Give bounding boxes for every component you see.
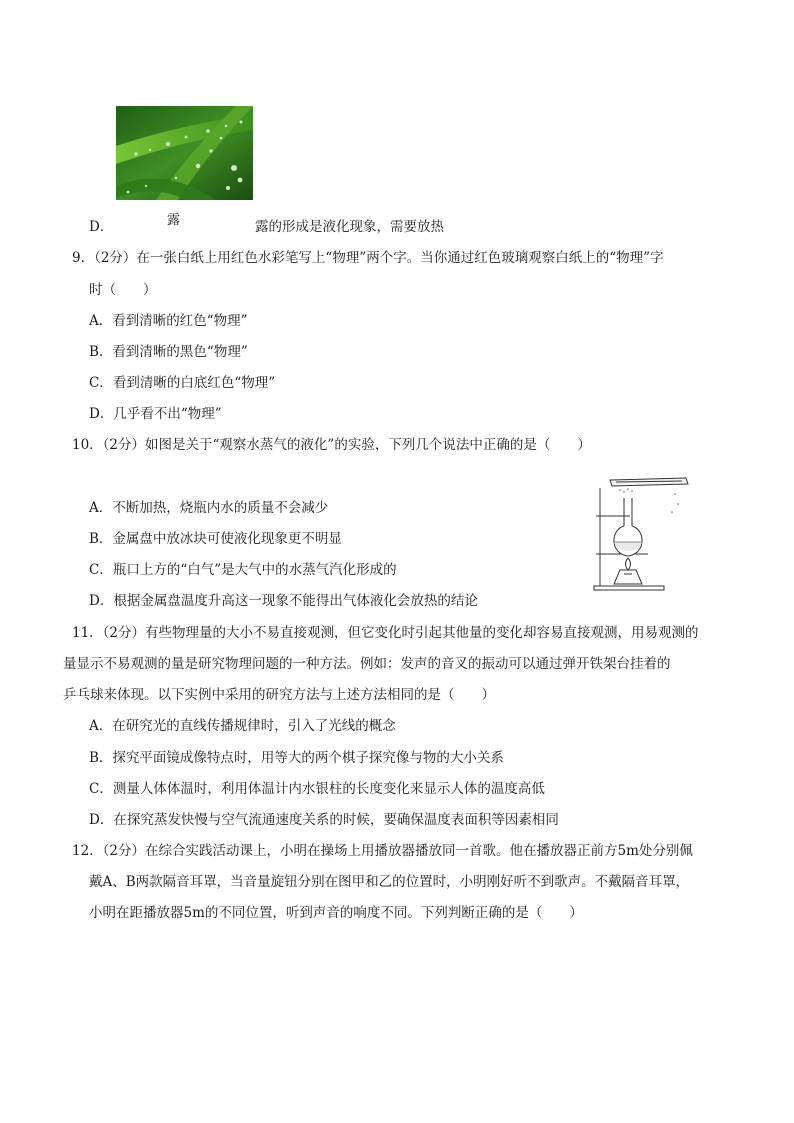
q11-stem-line3: 乒乓球来体现。以下实例中采用的研究方法与上述方法相同的是（ ） <box>63 687 495 703</box>
q9-option-a: A．看到清晰的红色“物理” <box>89 313 248 329</box>
q11-option-d: D．在探究蒸发快慢与空气流通速度关系的时候，要确保温度表面积等因素相同 <box>89 812 559 828</box>
q11-stem-line2: 量显示不易观测的量是研究物理问题的一种方法。例如：发声的音叉的振动可以通过弹开铁架台挂着的 <box>63 656 671 672</box>
liquefaction-apparatus-diagram <box>590 470 690 598</box>
q12-stem-line3: 小明在距播放器5m的不同位置，听到声音的响度不同。下列判断正确的是（ ） <box>89 905 583 921</box>
q10-option-d: D．根据金属盘温度升高这一现象不能得出气体液化会放热的结论 <box>89 593 478 609</box>
q9-stem-line2: 时（ ） <box>89 282 157 298</box>
dew-on-leaf-photo <box>116 106 253 200</box>
q9-option-c: C．看到清晰的白底红色“物理” <box>89 375 276 391</box>
prev-option-d-letter: D． <box>89 219 114 235</box>
q11-option-a: A．在研究光的直线传播规律时，引入了光线的概念 <box>89 718 396 734</box>
q12-stem-line1: 12．（2分）在综合实践活动课上，小明在操场上用播放器播放同一首歌。他在播放器正前方5m处分别佩 <box>72 843 693 859</box>
photo-caption: 露 <box>167 213 181 228</box>
prev-option-d-text: 露的形成是液化现象，需要放热 <box>255 219 444 235</box>
q11-option-c: C．测量人体体温时，利用体温计内水银柱的长度变化来显示人体的温度高低 <box>89 781 545 797</box>
q11-option-b: B．探究平面镜成像特点时，用等大的两个棋子探究像与物的大小关系 <box>89 750 504 766</box>
q9-option-d: D．几乎看不出“物理” <box>89 406 222 422</box>
q10-option-c: C．瓶口上方的“白气”是大气中的水蒸气汽化形成的 <box>89 562 397 578</box>
q9-stem-line1: 9．（2分）在一张白纸上用红色水彩笔写上“物理”两个字。当你通过红色玻璃观察白纸上的“物理”字 <box>72 250 664 266</box>
q12-stem-line2: 戴A、B两款隔音耳罩，当音量旋钮分别在图甲和乙的位置时，小明刚好听不到歌声。不戴隔音耳罩， <box>89 874 690 890</box>
q9-option-b: B．看到清晰的黑色“物理” <box>89 344 248 360</box>
q10-option-b: B．金属盘中放冰块可使液化现象更不明显 <box>89 531 342 547</box>
q10-stem-line1: 10．（2分）如图是关于“观察水蒸气的液化”的实验，下列几个说法中正确的是（ ） <box>72 437 591 453</box>
q10-option-a: A．不断加热，烧瓶内水的质量不会减少 <box>89 500 329 516</box>
q11-stem-line1: 11．（2分）有些物理量的大小不易直接观测，但它变化时引起其他量的变化却容易直接观测，用易观测的 <box>72 625 699 641</box>
